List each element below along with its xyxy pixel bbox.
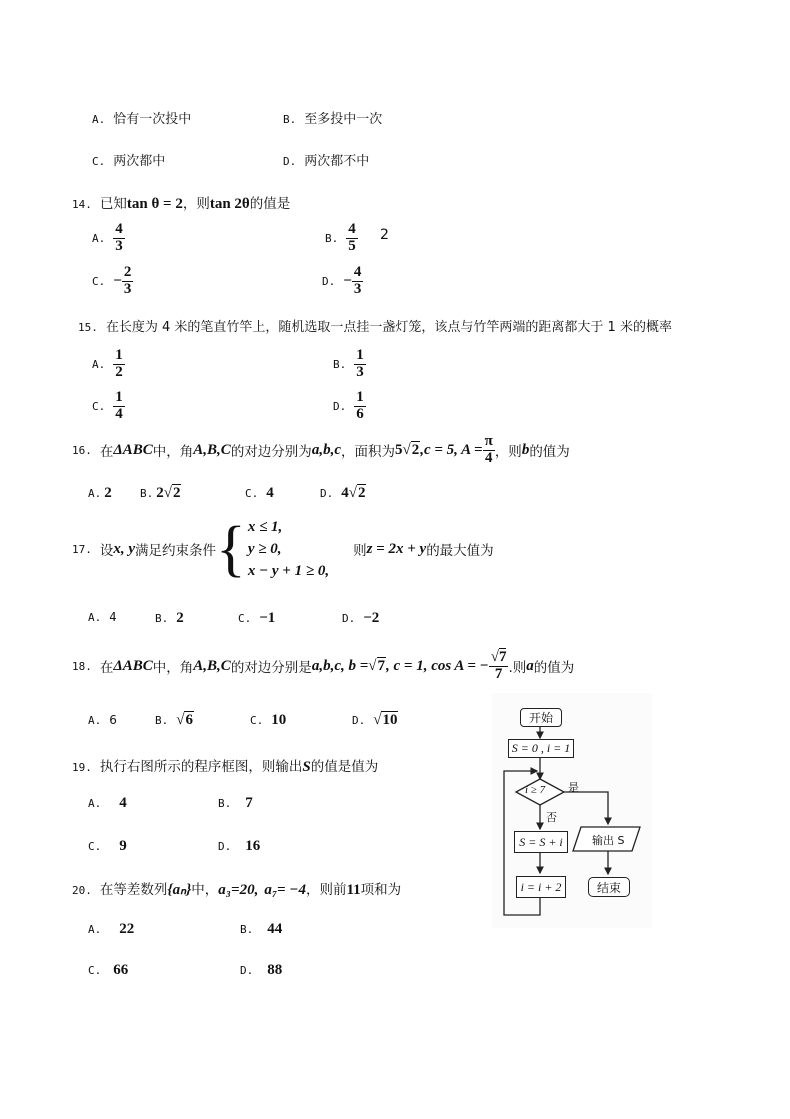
- option-label: B.: [155, 612, 169, 625]
- no-label: 否: [546, 811, 557, 824]
- q16-stem: [72, 434, 570, 467]
- radicand: 7: [498, 649, 507, 665]
- q17-option-a: [88, 610, 116, 625]
- math-var: a: [526, 657, 534, 674]
- increment-label: i = i + 2: [520, 879, 562, 894]
- q15-option-c: [92, 390, 125, 423]
- option-label: A.: [88, 714, 102, 727]
- math-triangle: ΔABC: [113, 657, 153, 674]
- question-number: 18.: [72, 659, 92, 673]
- stem-text: 满足约束条件: [135, 543, 217, 559]
- q13-option-d: [283, 150, 369, 169]
- option-value: 16: [245, 838, 261, 854]
- denominator: 2: [115, 363, 123, 380]
- q17-option-b: [155, 610, 184, 627]
- option-label: B.: [140, 487, 154, 500]
- question-number: 17.: [72, 542, 92, 556]
- fraction: [489, 650, 509, 683]
- option-value: −1: [259, 610, 276, 626]
- option-label: B.: [218, 797, 232, 810]
- option-value: 22: [119, 921, 135, 937]
- stem-text: 的值是值为: [310, 759, 379, 775]
- option-label: D.: [320, 487, 334, 500]
- option-value: 4: [266, 485, 274, 501]
- q18-option-c: [250, 712, 286, 729]
- q20-option-d: [240, 962, 282, 979]
- stem-text: 的最大值为: [426, 543, 494, 559]
- numerator: 1: [356, 389, 364, 405]
- radicand: 10: [382, 712, 398, 728]
- option-text: 两次都不中: [304, 154, 370, 169]
- q17-stem: [72, 516, 494, 582]
- math-target: tan 2θ: [209, 196, 250, 212]
- option-label: B.: [283, 113, 297, 126]
- fraction: [113, 390, 125, 423]
- option-value: 4: [119, 795, 127, 811]
- q15-stem: [78, 316, 672, 335]
- constraint-line: x ≤ 1,: [247, 519, 283, 535]
- fraction: [354, 348, 366, 381]
- question-number: 16.: [72, 443, 92, 457]
- math-vars: x, y: [113, 540, 136, 557]
- option-label: C.: [92, 274, 106, 288]
- question-number: 20.: [72, 884, 92, 897]
- option-label: D.: [322, 274, 336, 288]
- stem-text: 的对边分别是: [230, 660, 312, 677]
- left-brace: {: [216, 515, 246, 583]
- q14-option-c: [92, 265, 133, 298]
- minus-sign: −: [113, 272, 122, 289]
- option-label: C.: [250, 714, 264, 727]
- math-objective: z = 2x + y: [366, 540, 427, 557]
- math-condition: a₃=20,: [218, 882, 259, 898]
- increment-box: [516, 876, 566, 898]
- q16-option-b: [140, 485, 181, 502]
- option-value: 6: [109, 713, 117, 727]
- fraction: [354, 390, 366, 423]
- q20-option-a: [88, 921, 134, 938]
- math-angles: A,B,C: [193, 441, 231, 458]
- flowchart: [492, 693, 652, 928]
- q14-option-d: [322, 265, 363, 298]
- math-given: a,b,c, b =: [311, 657, 369, 674]
- option-value: √10: [373, 712, 398, 728]
- fraction: [346, 222, 358, 255]
- numerator: 4: [115, 221, 123, 237]
- math-triangle: ΔABC: [113, 441, 153, 458]
- q20-option-c: [88, 962, 128, 979]
- denominator: 5: [348, 237, 356, 254]
- math-given: ,c = 5, A =: [420, 441, 483, 458]
- fraction: [352, 265, 364, 298]
- option-label: D.: [342, 612, 356, 625]
- option-label: A.: [88, 797, 102, 810]
- fraction: [113, 348, 125, 381]
- numerator: √7: [490, 649, 507, 665]
- option-label: C.: [238, 612, 252, 625]
- body-label: S = S + i: [519, 834, 563, 849]
- q14-option-b: [325, 222, 358, 255]
- stem-text: 在: [99, 660, 114, 677]
- q16-option-a: [88, 485, 112, 502]
- math-given: , c = 1, cos A = −: [386, 657, 489, 674]
- condition-label: i ≥ 7: [525, 784, 546, 796]
- radicand: 7: [377, 657, 386, 674]
- q17-option-d: [342, 610, 379, 627]
- q13-option-b: [283, 108, 382, 127]
- coefficient: 4: [341, 485, 349, 501]
- option-text: 至多投中一次: [304, 112, 383, 127]
- option-label: C.: [92, 399, 106, 413]
- output-label: 输出 S: [592, 834, 625, 847]
- option-label: A.: [88, 923, 102, 936]
- option-label: C.: [88, 840, 102, 853]
- math-sqrt: √7: [368, 657, 386, 674]
- fraction: [113, 222, 125, 255]
- fraction: [483, 434, 495, 467]
- q18-option-a: [88, 713, 117, 728]
- denominator: 3: [353, 280, 362, 297]
- option-label: B.: [325, 231, 339, 245]
- radicand: 2: [357, 485, 366, 501]
- stem-text: 中，角: [152, 660, 194, 677]
- stem-text: 已知: [99, 196, 127, 212]
- coefficient: 2: [156, 485, 164, 501]
- stem-text: 在长度为 4 米的笔直竹竿上，随机选取一点挂一盏灯笼，该点与竹竿两端的距离都大于 1 米的概率: [105, 320, 672, 335]
- math-count: 11: [346, 882, 361, 898]
- q15-option-b: [333, 348, 366, 381]
- option-label: A.: [88, 611, 102, 624]
- stem-text: 在: [99, 444, 114, 461]
- question-number: 15.: [78, 321, 98, 334]
- fraction: [122, 265, 134, 298]
- math-var: S: [302, 759, 311, 775]
- arrow-yes-output: [564, 792, 608, 824]
- constraint-line: x − y + 1 ≥ 0,: [247, 563, 330, 579]
- stem-text: ，则: [494, 444, 522, 461]
- option-label: D.: [333, 399, 347, 413]
- math-var: b: [521, 441, 530, 458]
- coefficient: 5: [394, 441, 403, 458]
- option-value: √6: [176, 712, 193, 728]
- stem-text: 执行右图所示的程序框图，则输出: [99, 759, 303, 775]
- q15-option-a: [92, 348, 125, 381]
- q16-option-d: [320, 485, 366, 502]
- q19-option-a: [88, 795, 127, 812]
- q14-option-a: [92, 222, 125, 255]
- math-condition: a₇= −4: [264, 882, 306, 898]
- stray-mark: 2: [380, 227, 389, 243]
- init-label: S = 0 , i = 1: [511, 741, 571, 755]
- option-label: D.: [283, 155, 297, 168]
- question-number: 19.: [72, 761, 92, 774]
- numerator: 1: [115, 389, 123, 405]
- option-label: B.: [333, 357, 347, 371]
- option-value: 7: [245, 795, 253, 811]
- option-label: A.: [92, 231, 106, 245]
- stem-text: 的对边分别为: [230, 444, 312, 461]
- numerator: 4: [353, 264, 362, 280]
- q19-option-d: [218, 838, 260, 855]
- start-label: 开始: [528, 711, 553, 725]
- yes-label: 是: [568, 781, 579, 794]
- option-value: 66: [113, 962, 129, 978]
- option-label: D.: [240, 964, 254, 977]
- option-value: 10: [271, 712, 287, 728]
- question-number: 14.: [72, 198, 92, 211]
- math-sequence: {aₙ}: [167, 882, 192, 898]
- end-node: [588, 877, 630, 897]
- option-value: 2√2: [156, 485, 181, 501]
- option-label: D.: [218, 840, 232, 853]
- denominator: 4: [115, 405, 123, 422]
- init-box: [508, 739, 574, 758]
- option-label: C.: [92, 155, 106, 168]
- denominator: 7: [494, 665, 503, 682]
- end-label: 结束: [596, 880, 621, 895]
- option-value: −2: [363, 610, 380, 626]
- option-value: 4: [109, 610, 117, 624]
- numerator: π: [484, 433, 493, 449]
- option-value: 2: [176, 610, 184, 626]
- q14-stem: [72, 192, 290, 213]
- q19-stem: [72, 755, 378, 776]
- stem-text: 中，角: [152, 444, 194, 461]
- stem-text: 中，: [191, 882, 219, 898]
- q18-stem: [72, 650, 574, 683]
- stem-text: 则: [353, 543, 367, 559]
- option-value: 44: [267, 921, 283, 937]
- option-label: A.: [92, 357, 106, 371]
- radicand: 6: [185, 712, 193, 728]
- stem-text: 的值为: [533, 660, 575, 677]
- option-text: 两次都中: [113, 154, 166, 169]
- stem-text: 的值是: [249, 196, 291, 212]
- option-value: 88: [267, 962, 283, 978]
- q19-option-b: [218, 795, 253, 812]
- stem-text: ，面积为: [340, 444, 395, 461]
- radicand: 2: [172, 485, 181, 501]
- math-area: 5√2: [394, 441, 420, 458]
- option-label: A.: [92, 113, 106, 126]
- q16-option-c: [245, 485, 274, 502]
- q20-stem: [72, 878, 401, 899]
- option-label: C.: [88, 964, 102, 977]
- denominator: 3: [356, 363, 364, 380]
- math-angles: A,B,C: [193, 657, 231, 674]
- stem-text: 项和为: [360, 882, 402, 898]
- option-label: B.: [155, 714, 169, 727]
- q13-option-c: [92, 150, 165, 169]
- stem-text: 的值为: [529, 444, 570, 461]
- numerator: 1: [115, 347, 123, 363]
- option-value: 9: [119, 838, 127, 854]
- q20-option-b: [240, 921, 282, 938]
- numerator: 2: [123, 264, 132, 280]
- denominator: 4: [484, 449, 493, 466]
- stem-text: .则: [508, 660, 527, 677]
- q19-option-c: [88, 838, 127, 855]
- option-value: 2: [104, 485, 112, 501]
- minus-sign: −: [343, 272, 352, 289]
- stem-text: ，则: [182, 196, 210, 212]
- stem-text: ，则前: [305, 882, 347, 898]
- denominator: 3: [115, 237, 123, 254]
- q17-option-c: [238, 610, 275, 627]
- denominator: 3: [123, 280, 132, 297]
- denominator: 6: [356, 405, 364, 422]
- q13-option-a: [92, 108, 191, 127]
- stem-text: 设: [99, 543, 114, 559]
- body-box: [514, 831, 568, 853]
- q18-option-d: [352, 712, 398, 729]
- numerator: 4: [348, 221, 356, 237]
- radicand: 2: [411, 441, 420, 458]
- math-condition: tan θ = 2: [126, 196, 183, 212]
- option-label: D.: [352, 714, 366, 727]
- option-label: C.: [245, 487, 259, 500]
- option-value: 4√2: [341, 485, 366, 501]
- math-sides: a,b,c: [311, 441, 341, 458]
- option-label: B.: [240, 923, 254, 936]
- q15-option-d: [333, 390, 366, 423]
- constraint-line: y ≥ 0,: [247, 541, 282, 557]
- q18-option-b: [155, 712, 194, 729]
- numerator: 1: [356, 347, 364, 363]
- option-text: 恰有一次投中: [113, 112, 192, 127]
- stem-text: 在等差数列: [99, 882, 168, 898]
- constraint-system: [216, 516, 329, 582]
- start-node: [520, 708, 562, 727]
- option-label: A.: [88, 487, 102, 500]
